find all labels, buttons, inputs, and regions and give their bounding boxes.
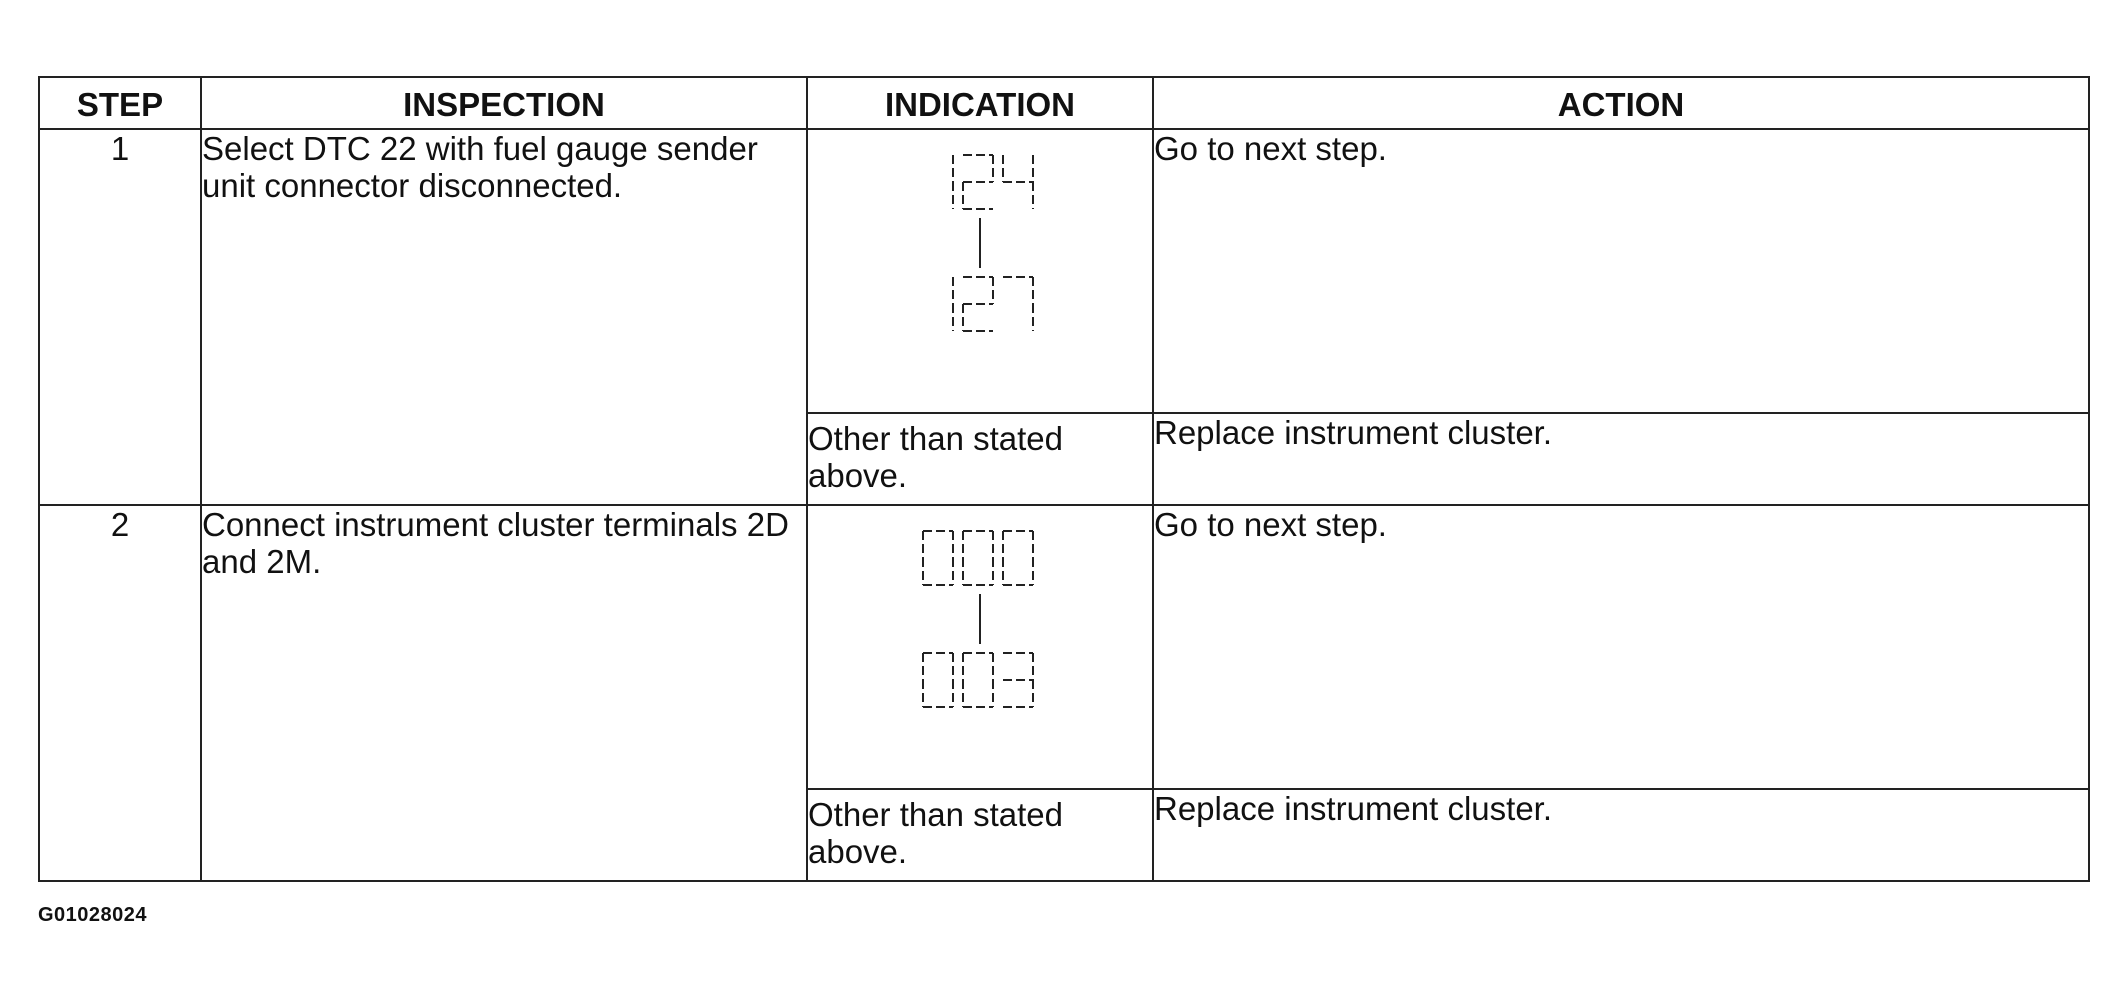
header-row xyxy=(39,77,2089,129)
action-text: Go to next step. xyxy=(1153,505,2089,789)
indication-text: Other than stated above. xyxy=(807,413,1153,505)
segment-display-start xyxy=(920,528,1040,588)
header-inspection: INSPECTION xyxy=(201,77,807,129)
indication-display-cell xyxy=(807,505,1153,789)
header-step: STEP xyxy=(39,77,201,129)
diagnostic-table xyxy=(38,76,2090,882)
table-row xyxy=(39,129,2089,413)
action-text: Go to next step. xyxy=(1153,129,2089,413)
transition-line xyxy=(975,216,985,270)
step-number: 1 xyxy=(39,129,201,505)
indication-display-cell xyxy=(807,129,1153,413)
segment-display-end xyxy=(920,274,1040,334)
header-action: ACTION xyxy=(1153,77,2089,129)
segment-display-start xyxy=(920,152,1040,212)
inspection-text: Select DTC 22 with fuel gauge sender unit connector disconnected. xyxy=(201,129,807,505)
indication-text: Other than stated above. xyxy=(807,789,1153,881)
step-number: 2 xyxy=(39,505,201,881)
transition-line xyxy=(975,592,985,646)
inspection-text: Connect instrument cluster terminals 2D and 2M. xyxy=(201,505,807,881)
table-row xyxy=(39,505,2089,789)
segment-display-end xyxy=(920,650,1040,710)
action-text: Replace instrument cluster. xyxy=(1153,413,2089,505)
figure-code: G01028024 xyxy=(38,904,148,926)
header-indication: INDICATION xyxy=(807,77,1153,129)
action-text: Replace instrument cluster. xyxy=(1153,789,2089,881)
